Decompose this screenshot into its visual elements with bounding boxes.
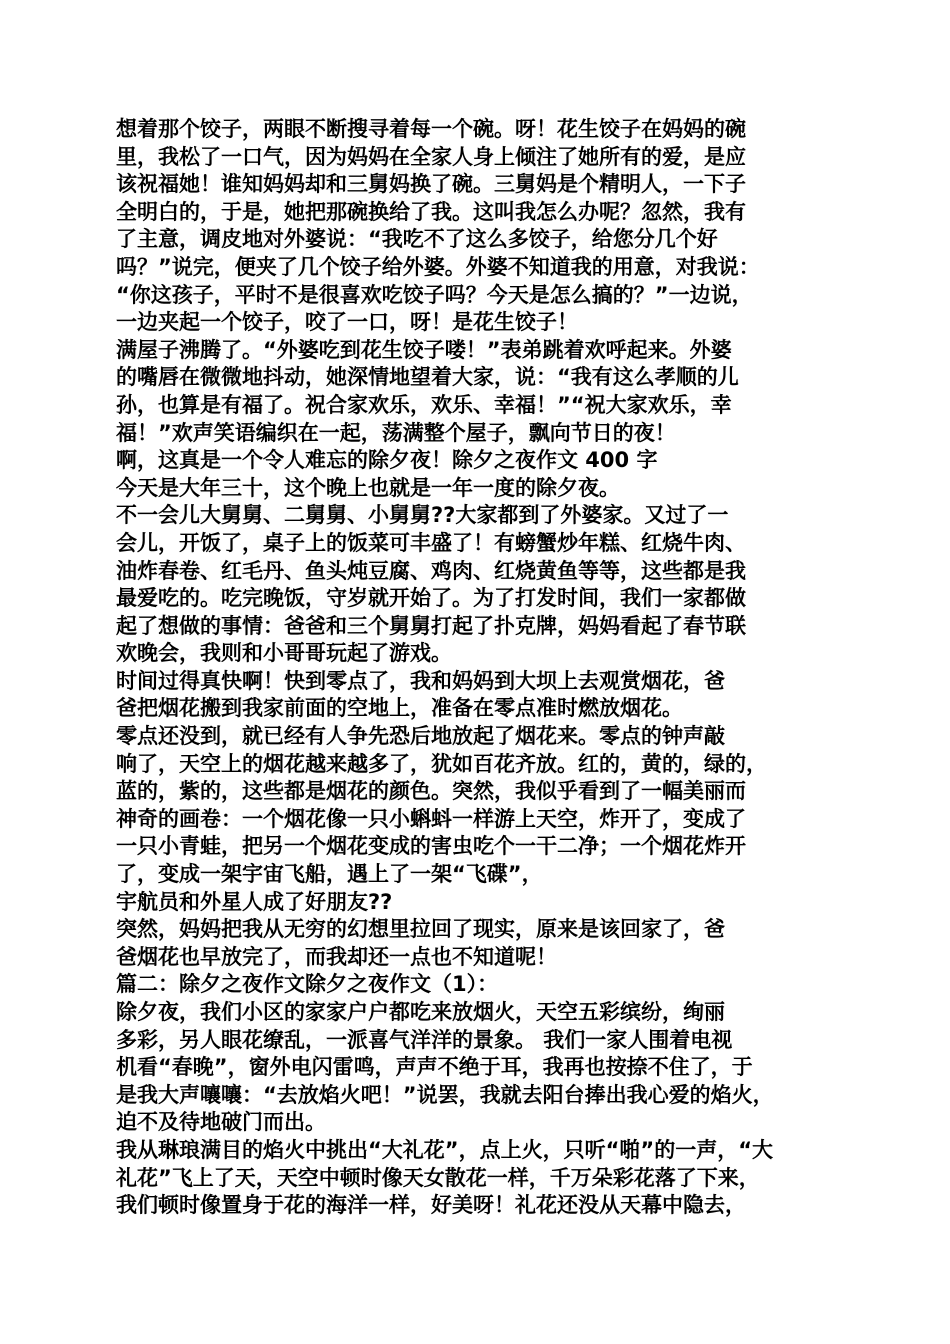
text-line: 多彩，另人眼花缭乱，一派喜气洋洋的景象。 我们一家人围着电视 xyxy=(116,1027,733,1052)
text-line: 最爱吃的。吃完晚饭，守岁就开始了。为了打发时间，我们一家都做 xyxy=(116,586,746,611)
text-line: 了主意，调皮地对外婆说：“我吃不了这么多饺子，给您分几个好 xyxy=(116,227,718,252)
text-line: 起了想做的事情：爸爸和三个舅舅打起了扑克牌，妈妈看起了春节联 xyxy=(116,613,746,638)
text-line: 了，变成一架宇宙飞船，遇上了一架“飞碟”， xyxy=(116,862,543,887)
text-line: 欢晚会，我则和小哥哥玩起了游戏。 xyxy=(116,641,452,666)
text-line: 宇航员和外星人成了好朋友?? xyxy=(116,889,393,914)
text-line: 满屋子沸腾了。“外婆吃到花生饺子喽！”表弟跳着欢呼起来。外婆 xyxy=(116,337,732,362)
text-line: 蓝的，紫的，这些都是烟花的颜色。突然，我似乎看到了一幅美丽而 xyxy=(116,779,746,804)
document-page xyxy=(116,116,850,1220)
text-line: 今天是大年三十，这个晚上也就是一年一度的除夕夜。 xyxy=(116,475,620,500)
text-line: 一只小青蛙，把另一个烟花变成的害虫吃个一干二净；一个烟花炸开 xyxy=(116,834,746,859)
text-line: 响了，天空上的烟花越来越多了，犹如百花齐放。红的，黄的，绿的， xyxy=(116,751,767,776)
text-line: 神奇的画卷：一个烟花像一只小蝌蚪一样游上天空，炸开了，变成了 xyxy=(116,806,746,831)
text-line: 孙，也算是有福了。祝合家欢乐，欢乐、幸福！”“祝大家欢乐，幸 xyxy=(116,392,732,417)
text-line: 除夕夜，我们小区的家家户户都吃来放烟火，天空五彩缤纷，绚丽 xyxy=(116,1000,725,1024)
text-line: 全明白的，于是，她把那碗换给了我。这叫我怎么办呢？忽然，我有 xyxy=(116,199,746,224)
text-line: 吗？”说完，便夹了几个饺子给外婆。外婆不知道我的用意，对我说： xyxy=(116,254,760,279)
section-heading-line: 篇二：除夕之夜作文除夕之夜作文（1）： xyxy=(116,972,499,997)
text-line: 油炸春卷、红毛丹、鱼头炖豆腐、鸡肉、红烧黄鱼等等，这些都是我 xyxy=(116,558,746,583)
text-line: 迫不及待地破门而出。 xyxy=(116,1110,326,1135)
text-line: “你这孩子，平时不是很喜欢吃饺子吗？今天是怎么搞的？”一边说， xyxy=(116,282,753,307)
text-line: 礼花”飞上了天，天空中顿时像天女散花一样，千万朵彩花落了下来， xyxy=(116,1165,760,1190)
text-line: 福！”欢声笑语编织在一起，荡满整个屋子，飘向节日的夜！ xyxy=(116,420,676,445)
text-line: 突然，妈妈把我从无穷的幻想里拉回了现实，原来是该回家了，爸 xyxy=(116,917,725,942)
text-line: 我从琳琅满目的焰火中挑出“大礼花”，点上火，只听“啪”的一声，“大 xyxy=(116,1137,774,1162)
text-line: 会儿，开饭了，桌子上的饭菜可丰盛了！有螃蟹炒年糕、红烧牛肉、 xyxy=(116,530,746,555)
text-line: 想着那个饺子，两眼不断搜寻着每一个碗。呀！花生饺子在妈妈的碗 xyxy=(116,117,746,141)
text-line: 机看“春晚”，窗外电闪雷鸣，声声不绝于耳，我再也按捺不住了，于 xyxy=(116,1055,753,1080)
text-line: 里，我松了一口气，因为妈妈在全家人身上倾注了她所有的爱，是应 xyxy=(116,144,746,169)
text-line: 零点还没到，就已经有人争先恐后地放起了烟花来。零点的钟声敲 xyxy=(116,724,725,749)
essay-title-line: 啊，这真是一个令人难忘的除夕夜！除夕之夜作文 400 字 xyxy=(116,448,658,473)
text-line: 不一会儿大舅舅、二舅舅、小舅舅??大家都到了外婆家。又过了一 xyxy=(116,503,729,528)
text-line: 我们顿时像置身于花的海洋一样，好美呀！礼花还没从天幕中隐去， xyxy=(116,1193,746,1218)
text-line: 该祝福她！谁知妈妈却和三舅妈换了碗。三舅妈是个精明人，一下子 xyxy=(116,172,746,197)
text-line: 爸把烟花搬到我家前面的空地上，准备在零点准时燃放烟花。 xyxy=(116,696,683,721)
text-line: 爸烟花也早放完了，而我却还一点也不知道呢！ xyxy=(116,944,557,969)
text-line: 一边夹起一个饺子，咬了一口，呀！是花生饺子！ xyxy=(116,310,578,335)
text-line: 时间过得真快啊！快到零点了，我和妈妈到大坝上去观赏烟花，爸 xyxy=(116,668,725,693)
text-line: 的嘴唇在微微地抖动，她深情地望着大家，说：“我有这么孝顺的儿 xyxy=(116,365,739,390)
text-line: 是我大声嚷嚷：“去放焰火吧！”说罢，我就去阳台捧出我心爱的焰火， xyxy=(116,1082,774,1107)
